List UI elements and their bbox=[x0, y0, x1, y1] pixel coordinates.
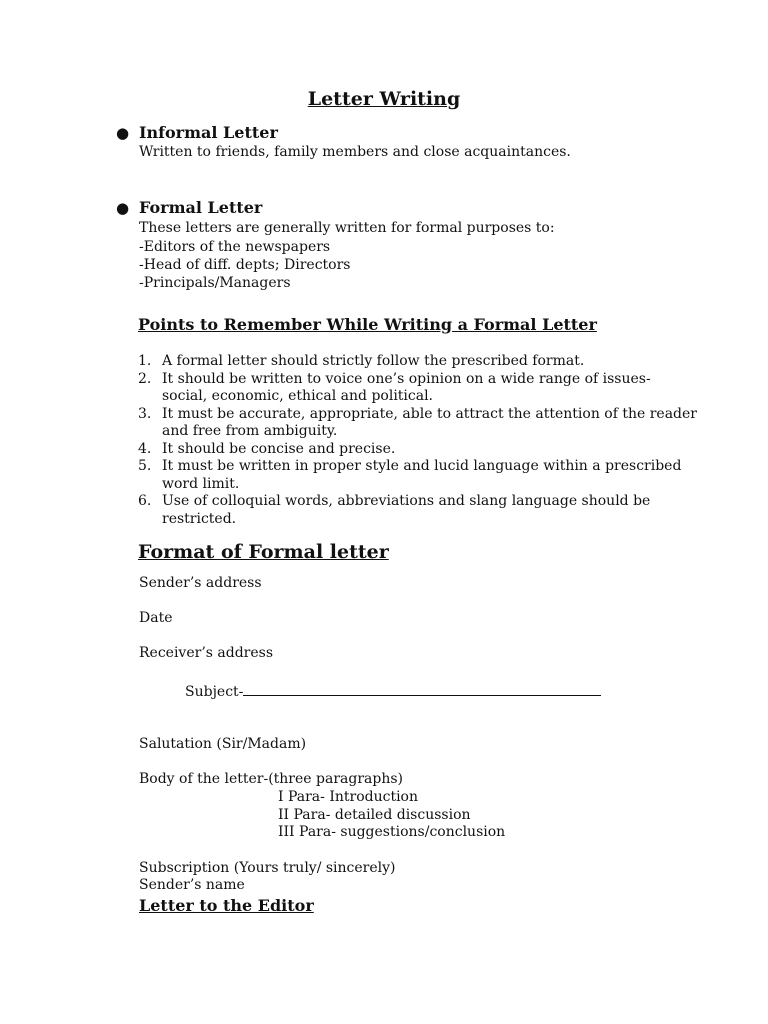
body-label: Body of the letter-(three paragraphs) bbox=[139, 771, 403, 787]
list-item: 6. Use of colloquial words, abbreviations and slang language should be restricted. bbox=[138, 493, 651, 527]
subject-blank bbox=[243, 681, 601, 696]
sender-address-label: Sender’s address bbox=[139, 575, 262, 591]
subscription-label: Subscription (Yours truly/ sincerely) bbox=[139, 860, 396, 876]
para-item: I Para- Introduction bbox=[278, 789, 418, 805]
recipient-item: -Principals/Managers bbox=[139, 275, 291, 291]
formal-letter-heading: Formal Letter bbox=[139, 198, 263, 217]
page-title: Letter Writing bbox=[307, 88, 461, 110]
salutation-label: Salutation (Sir/Madam) bbox=[139, 736, 307, 752]
date-label: Date bbox=[139, 610, 173, 626]
points-list bbox=[138, 353, 698, 528]
para-item: II Para- detailed discussion bbox=[278, 807, 471, 823]
subject-label: Subject- bbox=[185, 684, 244, 700]
sender-name-label: Sender’s name bbox=[139, 877, 245, 893]
bullet-icon: ● bbox=[116, 199, 130, 217]
bullet-icon: ● bbox=[116, 124, 130, 142]
recipient-item: -Editors of the newspapers bbox=[139, 239, 331, 255]
list-item: 2. It should be written to voice one’s opinion on a wide range of issues- social, economic, ethical and political. bbox=[138, 370, 651, 404]
formal-letter-description: These letters are generally written for formal purposes to: bbox=[139, 220, 555, 236]
para-item: III Para- suggestions/conclusion bbox=[278, 824, 506, 840]
list-item: 3. It must be accurate, appropriate, able to attract the attention of the reader and free from ambiguity. bbox=[138, 405, 697, 439]
list-item: 1. A formal letter should strictly follow the prescribed format. bbox=[138, 353, 585, 369]
list-item: 5. It must be written in proper style and lucid language within a prescribed word limit. bbox=[138, 458, 682, 492]
editor-heading: Letter to the Editor bbox=[139, 896, 314, 915]
receiver-address-label: Receiver’s address bbox=[139, 645, 274, 661]
points-heading: Points to Remember While Writing a Formal Letter bbox=[138, 315, 597, 334]
format-heading: Format of Formal letter bbox=[138, 541, 389, 563]
informal-letter-heading: Informal Letter bbox=[139, 123, 278, 142]
recipient-item: -Head of diff. depts; Directors bbox=[139, 257, 351, 273]
list-item: 4. It should be concise and precise. bbox=[138, 440, 396, 457]
informal-letter-description: Written to friends, family members and close acquaintances. bbox=[139, 144, 571, 160]
subject-line bbox=[185, 681, 601, 700]
